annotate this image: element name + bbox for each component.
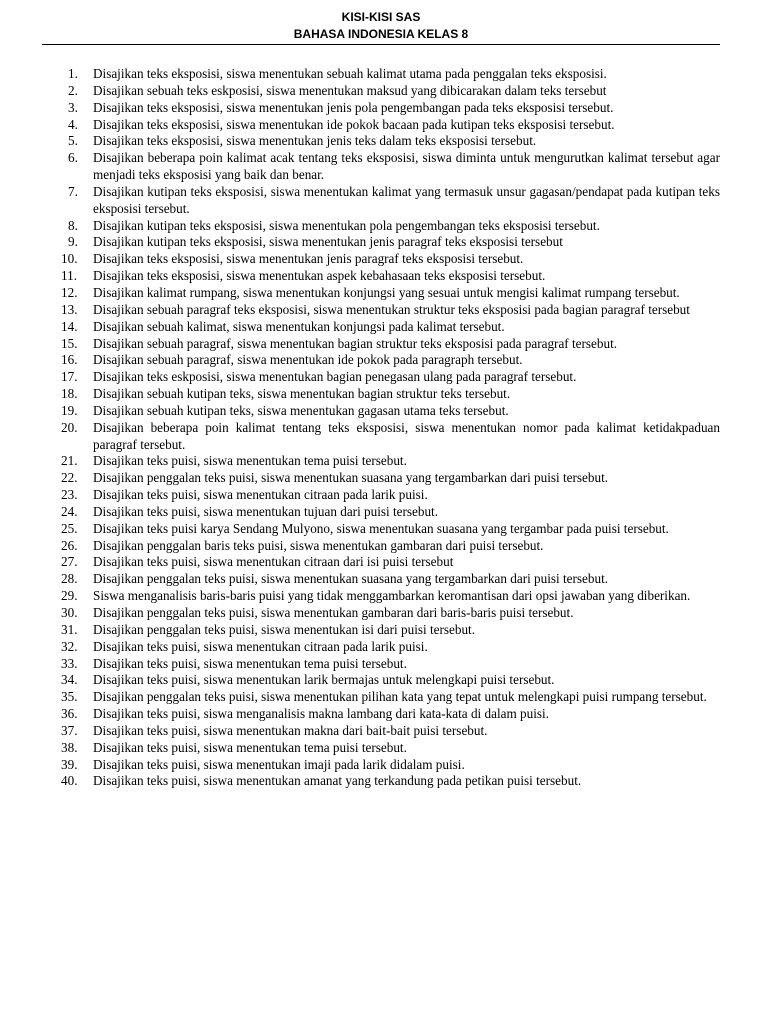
- item-text: Disajikan teks puisi, siswa menentukan citraan dari isi puisi tersebut: [93, 554, 454, 570]
- list-item: [56, 268, 720, 285]
- list-item: [56, 554, 720, 571]
- item-number: 3.: [68, 99, 78, 115]
- item-text: Disajikan teks puisi, siswa menentukan imaji pada larik didalam puisi.: [93, 756, 465, 772]
- item-text: Disajikan teks puisi, siswa menentukan citraan pada larik puisi.: [93, 638, 428, 654]
- item-text: Disajikan teks eksposisi, siswa menentukan jenis paragraf teks eksposisi tersebut.: [93, 251, 524, 267]
- item-number: 26.: [61, 537, 78, 553]
- list-item: [56, 133, 720, 150]
- item-number: 19.: [61, 402, 78, 418]
- item-text: Disajikan teks puisi, siswa menentukan tujuan dari puisi tersebut.: [93, 503, 439, 519]
- item-text: Disajikan penggalan teks puisi, siswa menentukan suasana yang tergambarkan dari puisi tersebut.: [93, 571, 609, 587]
- item-text: Disajikan teks eskposisi, siswa menentukan bagian penegasan ulang pada paragraf tersebut.: [93, 369, 577, 385]
- list-item: [56, 453, 720, 470]
- list-item: [56, 83, 720, 100]
- item-number: 6.: [68, 150, 78, 166]
- item-text: Disajikan kalimat rumpang, siswa menentukan konjungsi yang sesuai untuk mengisi kalimat rumpang tersebut.: [93, 284, 680, 300]
- item-text: Disajikan teks puisi, siswa menentukan makna dari bait-bait puisi tersebut.: [93, 722, 488, 738]
- item-number: 39.: [61, 756, 78, 772]
- item-number: 14.: [61, 318, 78, 334]
- list-item: [56, 740, 720, 757]
- list-item: [56, 622, 720, 639]
- item-text: Siswa menganalisis baris-baris puisi yang tidak menggambarkan keromantisan dari opsi jawaban yang diberikan.: [93, 588, 691, 604]
- item-number: 10.: [61, 251, 78, 267]
- item-number: 9.: [68, 234, 78, 250]
- item-number: 5.: [68, 133, 78, 149]
- list-item: [56, 487, 720, 504]
- item-number: 18.: [61, 386, 78, 402]
- item-number: 4.: [68, 116, 78, 132]
- item-number: 7.: [68, 183, 78, 199]
- item-text: Disajikan teks eksposisi, siswa menentukan ide pokok bacaan pada kutipan teks eksposisi tersebut.: [93, 116, 615, 132]
- item-number: 23.: [61, 487, 78, 503]
- list-item: [56, 672, 720, 689]
- list-item: [56, 117, 720, 134]
- item-number: 34.: [61, 672, 78, 688]
- item-number: 15.: [61, 335, 78, 351]
- header-divider: [42, 44, 720, 45]
- item-number: 37.: [61, 722, 78, 738]
- list-item: [56, 689, 720, 706]
- list-item: [56, 66, 720, 83]
- item-number: 20.: [61, 419, 78, 435]
- item-text: Disajikan kutipan teks eksposisi, siswa menentukan kalimat yang termasuk unsur gagasan/pendapat pada kutipan teks eksposisi tersebut.: [93, 183, 720, 216]
- item-number: 2.: [68, 82, 78, 98]
- item-text: Disajikan sebuah paragraf, siswa menentukan ide pokok pada paragraph tersebut.: [93, 352, 523, 368]
- list-item: [56, 470, 720, 487]
- list-item: [56, 352, 720, 369]
- list-item: [56, 504, 720, 521]
- item-number: 22.: [61, 470, 78, 486]
- item-number: 28.: [61, 571, 78, 587]
- list-item: [56, 773, 720, 790]
- item-text: Disajikan penggalan teks puisi, siswa menentukan gambaran dari baris-baris puisi tersebut.: [93, 605, 574, 620]
- list-item: [56, 706, 720, 723]
- list-item: [56, 218, 720, 235]
- item-text: Disajikan teks eksposisi, siswa menentukan jenis teks dalam teks eksposisi tersebut.: [93, 133, 537, 149]
- item-text: Disajikan kutipan teks eksposisi, siswa menentukan jenis paragraf teks eksposisi tersebut: [93, 234, 563, 250]
- item-number: 11.: [61, 268, 77, 284]
- item-text: Disajikan penggalan baris teks puisi, siswa menentukan gambaran dari puisi tersebut.: [93, 537, 544, 553]
- item-text: Disajikan teks eksposisi, siswa menentukan aspek kebahasaan teks eksposisi tersebut.: [93, 268, 546, 284]
- item-text: Disajikan sebuah kutipan teks, siswa menentukan gagasan utama teks tersebut.: [93, 402, 509, 418]
- item-text: Disajikan sebuah paragraf teks eksposisi, siswa menentukan struktur teks eksposisi pada bagian paragraf tersebut: [93, 301, 690, 317]
- list-item: [56, 656, 720, 673]
- list-item: [56, 319, 720, 336]
- item-number: 1.: [68, 66, 78, 81]
- item-number: 25.: [61, 520, 78, 536]
- item-number: 24.: [61, 503, 78, 519]
- list-item: [56, 605, 720, 622]
- item-text: Disajikan penggalan teks puisi, siswa menentukan isi dari puisi tersebut.: [93, 621, 475, 637]
- list-item: [56, 285, 720, 302]
- item-text: Disajikan teks puisi, siswa menentukan tema puisi tersebut.: [93, 739, 407, 755]
- document-title: KISI-KISI SAS: [341, 10, 421, 24]
- item-text: Disajikan teks puisi karya Sendang Mulyono, siswa menentukan suasana yang tergambar pada puisi tersebut.: [93, 520, 669, 536]
- list-item: [56, 403, 720, 420]
- item-number: 8.: [68, 217, 78, 233]
- list-item: [56, 588, 720, 605]
- item-number: 33.: [61, 655, 78, 671]
- item-text: Disajikan kutipan teks eksposisi, siswa menentukan pola pengembangan teks eksposisi tersebut.: [93, 217, 600, 233]
- list-item: [56, 184, 720, 218]
- item-text: Disajikan penggalan teks puisi, siswa menentukan suasana yang tergambarkan dari puisi tersebut.: [93, 470, 609, 486]
- list-item: [56, 302, 720, 319]
- item-number: 27.: [61, 554, 78, 570]
- item-number: 36.: [61, 706, 78, 722]
- item-number: 21.: [61, 453, 78, 469]
- item-text: Disajikan sebuah kutipan teks, siswa menentukan bagian struktur teks tersebut.: [93, 386, 511, 402]
- item-text: Disajikan teks eksposisi, siswa menentukan sebuah kalimat utama pada penggalan teks eksposisi.: [93, 66, 607, 81]
- grid-list: [56, 66, 720, 790]
- item-number: 16.: [61, 352, 78, 368]
- item-text: Disajikan sebuah teks eskposisi, siswa menentukan maksud yang dibicarakan dalam teks tersebut: [93, 82, 607, 98]
- item-text: Disajikan teks puisi, siswa menentukan citraan pada larik puisi.: [93, 487, 428, 503]
- item-number: 35.: [61, 689, 78, 705]
- item-number: 38.: [61, 739, 78, 755]
- item-number: 30.: [61, 605, 78, 620]
- item-number: 13.: [61, 301, 78, 317]
- list-item: [56, 757, 720, 774]
- list-item: [56, 251, 720, 268]
- item-text: Disajikan teks puisi, siswa menentukan amanat yang terkandung pada petikan puisi tersebut.: [93, 773, 582, 789]
- item-text: Disajikan teks puisi, siswa menentukan tema puisi tersebut.: [93, 655, 407, 671]
- list-item: [56, 538, 720, 555]
- list-item: [56, 234, 720, 251]
- list-item: [56, 639, 720, 656]
- list-item: [56, 723, 720, 740]
- item-text: Disajikan teks eksposisi, siswa menentukan jenis pola pengembangan pada teks eksposisi tersebut.: [93, 99, 614, 115]
- item-number: 12.: [61, 284, 78, 300]
- item-text: Disajikan teks puisi, siswa menentukan larik bermajas untuk melengkapi puisi tersebut.: [93, 672, 555, 688]
- item-number: 17.: [61, 369, 78, 385]
- item-text: Disajikan sebuah kalimat, siswa menentukan konjungsi pada kalimat tersebut.: [93, 318, 505, 334]
- list-item: [56, 571, 720, 588]
- document-subtitle: BAHASA INDONESIA KELAS 8: [293, 27, 469, 41]
- list-item: [56, 521, 720, 538]
- document-header: [42, 9, 720, 43]
- item-text: Disajikan teks puisi, siswa menentukan tema puisi tersebut.: [93, 453, 407, 469]
- item-text: Disajikan teks puisi, siswa menganalisis makna lambang dari kata-kata di dalam puisi.: [93, 706, 549, 722]
- item-number: 29.: [61, 588, 78, 604]
- item-number: 40.: [61, 773, 78, 789]
- list-item: [56, 386, 720, 403]
- list-item: [56, 369, 720, 386]
- list-item: [56, 150, 720, 184]
- item-text: Disajikan beberapa poin kalimat tentang teks eksposisi, siswa menentukan nomor pada kalimat ketidakpaduan paragraf tersebut.: [93, 419, 720, 452]
- list-item: [56, 100, 720, 117]
- list-item: [56, 420, 720, 454]
- item-text: Disajikan beberapa poin kalimat acak tentang teks eksposisi, siswa diminta untuk mengurutkan kalimat tersebut agar menjadi teks eksposisi yang baik dan benar.: [93, 150, 720, 183]
- item-number: 31.: [61, 621, 78, 637]
- list-item: [56, 336, 720, 353]
- item-text: Disajikan sebuah paragraf, siswa menentukan bagian struktur teks eksposisi pada paragraf tersebut.: [93, 335, 618, 351]
- item-number: 32.: [61, 638, 78, 654]
- item-text: Disajikan penggalan teks puisi, siswa menentukan pilihan kata yang tepat untuk melengkapi puisi rumpang tersebut.: [93, 689, 707, 705]
